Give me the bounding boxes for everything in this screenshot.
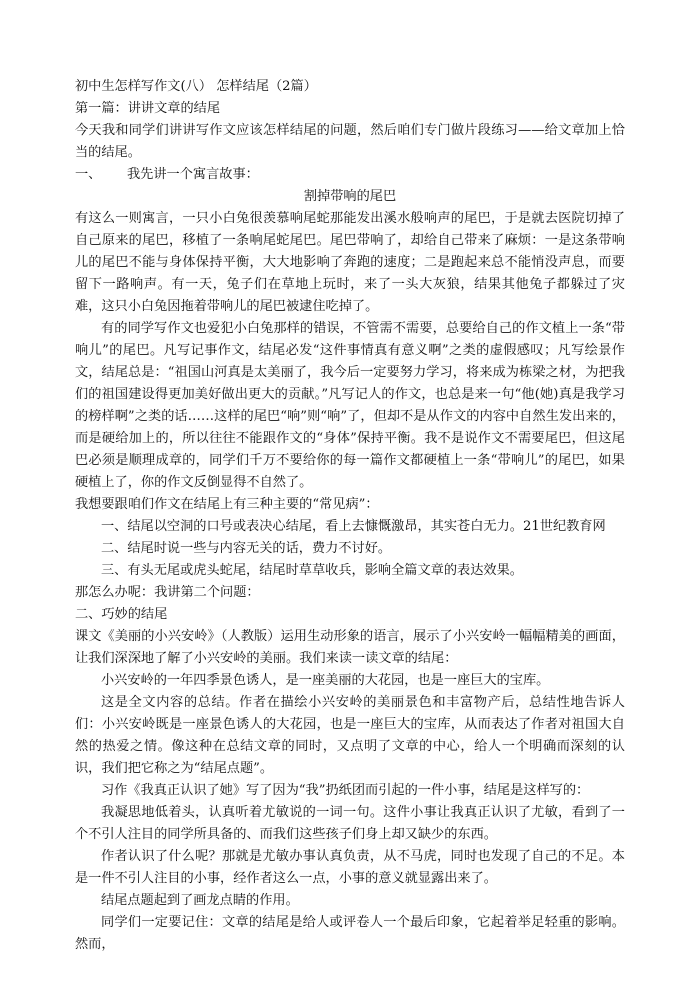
part1-heading: 第一篇：讲讲文章的结尾 [75,101,221,116]
section1-heading [75,164,625,186]
document-title: 初中生怎样写作文(八） 怎样结尾（2篇） [75,79,317,94]
section1-number: 一、 [75,167,102,182]
quote-paragraph-2: 我凝思地低着头，认真听着尤敏说的一词一句。这件小事让我真正认识了尤敏，看到了一个不引人注目的同学所具备的、而我们这些孩子们身上却又缺少的东西。 [75,805,625,842]
lesson-paragraph: 课文《美丽的小兴安岭》（人教版）运用生动形象的语言，展示了小兴安岭一幅幅精美的画面，让我们深深地了解了小兴安岭的美丽。我们来读一读文章的结尾： [75,629,625,666]
moral-paragraph: 有的同学写作文也爱犯小白兔那样的错误，不管需不需要，总要给自己的作文植上一条“带响儿”的尾巴。凡写记事作文，结尾必发“这件事情真有意义啊”之类的虚假感叹；凡写绘景作文，结尾总是：“祖国山河真是太美丽了，我今后一定要努力学习，将来成为栋梁之材，为把我们的祖国建设得更加美好做出更大的贡献。”凡写记人的作文，也总是来一句“他(她)真是我学习的榜样啊”之类的话……这样的尾巴“响”则“响”了，但却不是从作文的内容中自然生发出来的，而是硬给加上的，所以往往不能跟作文的“身体”保持平衡。我不是说作文不需要尾巴，但这尾巴必须是顺理成章的，同学们千万不要给你的每一篇作文都硬植上一条“带响儿”的尾巴，如果硬植上了，你的作文反倒显得不自然了。 [75,321,625,490]
last-paragraph: 同学们一定要记住：文章的结尾是给人或评卷人一个最后印象，它起着举足轻重的影响。然而， [75,915,625,952]
summary-paragraph: 这是全文内容的总结。作者在描绘小兴安岭的美丽景色和丰富物产后，总结性地告诉人们：小兴安岭既是一座景色诱人的大花园，也是一座巨大的宝库，从而表达了作者对祖国大自然的热爱之情。像这种在总结文章的同时，又点明了文章的中心，给人一个明确而深刻的认识，我们把它称之为“结尾点题”。 [75,695,625,776]
quote-paragraph-1: 小兴安岭的一年四季景色诱人，是一座美丽的大花园，也是一座巨大的宝库。 [101,673,550,688]
intro-paragraph: 今天我和同学们讲讲写作文应该怎样结尾的问题，然后咱们专门做片段练习——给文章加上恰当的结尾。 [75,123,625,160]
document-page [75,76,625,956]
story-paragraph: 有这么一则寓言，一只小白兔很羡慕响尾蛇那能发出溪水般响声的尾巴，于是就去医院切掉了自己原来的尾巴，移植了一条响尾蛇尾巴。尾巴带响了，却给自己带来了麻烦：一是这条带响儿的尾巴不能与身体保持平衡，大大地影响了奔跑的速度；二是跑起来总不能悄没声息，而要留下一路响声。有一天，兔子们在草地上玩时，来了一头大灰狼，结果其他兔子都躲过了灾难，这只小白兔因拖着带响儿的尾巴被逮住吃掉了。 [75,211,625,314]
story-title: 割掉带响的尾巴 [303,189,397,204]
section1-text: 我先讲一个寓言故事： [127,167,259,182]
problems-intro: 我想要跟咱们作文在结尾上有三种主要的“常见病”： [75,497,379,512]
problem-item-3: 三、有头无尾或虎头蛇尾，结尾时草草收兵，影响全篇文章的表达效果。 [101,563,523,578]
section2-heading: 二、巧妙的结尾 [75,607,168,622]
essay-paragraph: 习作《我真正认识了她》写了因为“我”扔纸团而引起的一件小事，结尾是这样写的： [101,783,590,798]
learn-paragraph: 作者认识了什么呢？那就是尤敏办事认真负责，从不马虎，同时也发现了自己的不足。本是一件不引人注目的小事，经作者这么一点，小事的意义就显露出来了。 [75,849,625,886]
problem-item-1: 一、结尾以空洞的口号或表决心结尾，看上去慷慨激昂，其实苍白无力。21世纪教育网 [101,519,606,534]
question-line: 那怎么办呢：我讲第二个问题： [75,585,260,600]
effect-paragraph: 结尾点题起到了画龙点睛的作用。 [101,893,299,908]
problem-item-2: 二、结尾时说一些与内容无关的话，费力不讨好。 [101,541,392,556]
